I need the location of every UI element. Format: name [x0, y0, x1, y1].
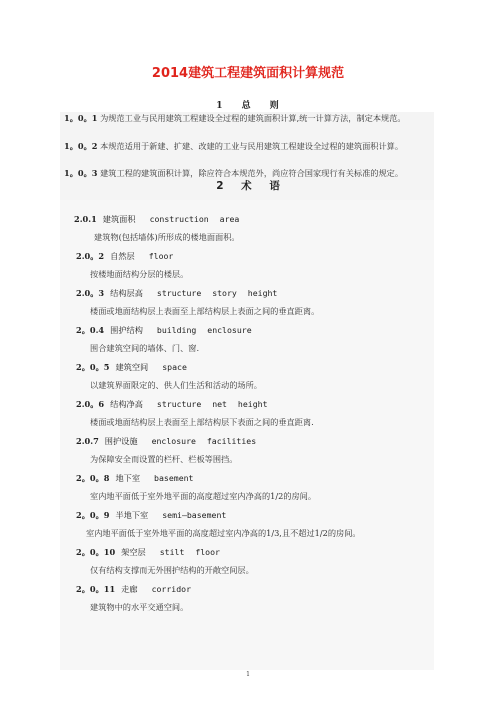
term-2-0-3 [76, 288, 277, 299]
term-number: 2。0。10 [76, 547, 116, 557]
term-2-0-9 [76, 510, 226, 521]
term-2-0-5 [76, 362, 187, 373]
chapter-1-name-a: 总 [241, 101, 252, 111]
term-number: 2。0.4 [76, 325, 105, 335]
clause-1-0-2 [64, 140, 436, 153]
definition-2-0-2: 按楼地面结构分层的楼层。 [90, 269, 189, 279]
term-number: 2.0。2 [76, 251, 105, 261]
definition-2-0-9: 室内地平面低于室外地平面的高度超过室内净高的1/3,且不超过1/2的房间。 [86, 528, 361, 538]
chapter-1-name-b: 则 [269, 101, 280, 111]
definition-2-0-4: 围合建筑空间的墙体、门、窗. [90, 343, 200, 353]
term-cn: 结构层高 [110, 288, 143, 298]
clause-text: 为规范工业与民用建筑工程建设全过程的建筑面积计算,统一计算方法，制定本规范。 [100, 113, 406, 123]
term-cn: 架空层 [121, 547, 146, 557]
term-cn: 走廊 [121, 584, 138, 594]
term-number: 2。0。9 [76, 510, 110, 520]
definition-2-0-8: 室内地平面低于室外地平面的高度超过室内净高的1/2的房间。 [90, 491, 317, 501]
chapter-1-number: 1 [216, 101, 224, 111]
definition-2-0-7: 为保障安全而设置的栏杆、栏板等围挡。 [90, 454, 238, 464]
definition-2-0-6: 楼面或地面结构层上表面至上部结构层下表面之间的垂直距离. [90, 417, 314, 427]
term-2-0-6 [76, 399, 268, 410]
term-cn: 建筑空间 [115, 362, 149, 372]
term-number: 2.0.1 [74, 214, 97, 224]
definition-2-0-10: 仅有结构支撑而无外围护结构的开敞空间层。 [90, 565, 254, 575]
term-2-0-2 [76, 251, 173, 262]
term-cn: 围护结构 [110, 325, 143, 335]
term-en: corridor [151, 584, 191, 594]
term-2-0-7 [76, 436, 256, 447]
term-number: 2。0。11 [76, 584, 116, 594]
term-2-0-1 [74, 214, 239, 225]
term-en: construction area [149, 214, 240, 224]
term-2-0-10 [76, 547, 220, 558]
term-number: 2。0。5 [76, 362, 110, 372]
document-title: 2014建筑工程建筑面积计算规范 [151, 66, 345, 81]
term-number: 2。0。8 [76, 473, 110, 483]
term-2-0-8 [76, 473, 193, 484]
term-en: structure net height [156, 399, 268, 409]
term-en: semi—basement [162, 510, 227, 520]
term-number: 2.0。3 [76, 288, 105, 298]
term-number: 2.0。6 [76, 399, 105, 409]
term-cn: 半地下室 [115, 510, 149, 520]
term-en: enclosure facilities [151, 436, 257, 446]
term-cn: 自然层 [110, 251, 135, 261]
clause-1-0-1 [64, 112, 436, 125]
clause-text: 本规范适用于新建、扩建、改建的工业与民用建筑工程建设全过程的建筑面积计算。 [100, 141, 404, 151]
clause-number: 1。0。3 [64, 168, 98, 178]
chapter-2-number: 2 [216, 180, 224, 192]
term-cn: 地下室 [115, 473, 141, 483]
term-en: stilt floor [159, 547, 220, 557]
term-en: space [162, 362, 187, 372]
clause-number: 1。0。2 [64, 141, 98, 151]
term-cn: 建筑面积 [102, 214, 136, 224]
chapter-2-name-a: 术 [241, 180, 252, 192]
chapter-2-heading [0, 178, 496, 193]
clause-text: 建筑工程的建筑面积计算，除应符合本规范外，尚应符合国家现行有关标准的规定。 [100, 168, 404, 178]
chapter-2-name-b: 语 [269, 180, 280, 192]
term-en: building enclosure [156, 325, 252, 335]
term-2-0-11 [76, 584, 191, 595]
term-en: structure story height [156, 288, 278, 298]
definition-2-0-3: 楼面或地面结构层上表面至上部结构层上表面之间的垂直距离。 [90, 306, 320, 316]
page-number: 1 [246, 671, 250, 678]
term-cn: 围护设施 [104, 436, 138, 446]
clause-number: 1。0。1 [64, 113, 98, 123]
definition-2-0-11: 建筑物中的水平交通空间。 [90, 602, 189, 612]
definition-2-0-5: 以建筑界面限定的、供人们生活和活动的场所。 [90, 380, 262, 390]
term-number: 2.0.7 [76, 436, 99, 446]
term-2-0-4 [76, 325, 252, 336]
term-en: basement [154, 473, 194, 483]
definition-2-0-1: 建筑物(包括墙体)所形成的楼地面面积。 [94, 232, 240, 242]
chapter-1-heading [0, 98, 496, 111]
term-cn: 结构净高 [110, 399, 143, 409]
term-en: floor [148, 251, 174, 261]
